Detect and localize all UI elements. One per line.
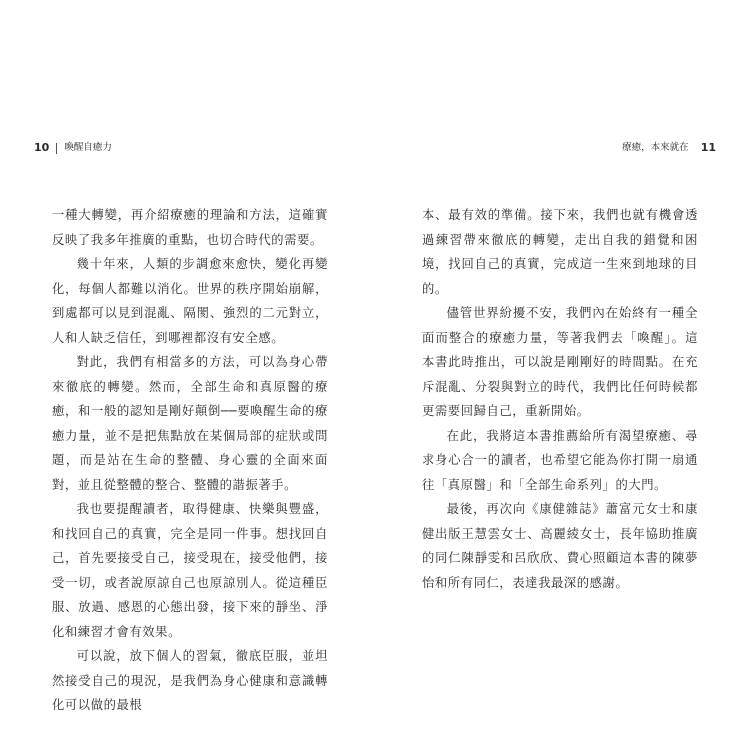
paragraph: 幾十年來，人類的步調愈來愈快，變化再變化，每個人都難以消化。世界的秩序開始崩解，到處都可以見到混亂、隔閡、強烈的二元對立，人和人缺乏信任，到哪裡都沒有安全感。	[52, 257, 328, 345]
left-running-title: 喚醒自癒力	[64, 142, 112, 153]
paragraph: 在此，我將這本書推薦給所有渴望療癒、尋求身心合一的讀者，也希望它能為你打開一扇通往「真原醫」和「全部生命系列」的大門。	[422, 428, 698, 492]
left-page-header	[34, 141, 124, 155]
paragraph: 一種大轉變，再介紹療癒的理論和方法，這確實反映了我多年推廣的重點，也切合時代的需要。	[52, 208, 328, 247]
right-page-body	[422, 203, 698, 595]
paragraph: 最後，再次向《康健雜誌》蕭富元女士和康健出版王慧雲女士、高麗綾女士，長年協助推廣的同仁陳靜雯和呂欣欣、費心照顧這本書的陳夢怡和所有同仁，表達我最深的感謝。	[422, 502, 698, 590]
right-page-header	[622, 141, 716, 155]
paragraph: 儘管世界紛擾不安，我們內在始終有一種全面而整合的療癒力量，等著我們去「喚醒」。這本書此時推出，可以說是剛剛好的時間點。在充斥混亂、分裂與對立的時代，我們比任何時候都更需要回歸自己，重新開始。	[422, 306, 698, 418]
header-divider	[56, 143, 57, 154]
right-running-title: 療癒，本來就在	[622, 142, 689, 153]
paragraph: 我也要提醒讀者，取得健康、快樂與豐盛，和找回自己的真實，完全是同一件事。想找回自己，首先要接受自己，接受現在，接受他們，接受一切，或者說原諒自己也原諒別人。從這種臣服、放過、感恩的心態出發，接下來的靜坐、淨化和練習才會有效果。	[52, 502, 328, 639]
paragraph: 可以說，放下個人的習氣，徹底臣服，並坦然接受自己的現況，是我們為身心健康和意識轉化可以做的最根	[52, 649, 328, 712]
paragraph: 本、最有效的準備。接下來，我們也就有機會透過練習帶來徹底的轉變，走出自我的錯覺和困境，找回自己的真實，完成這一生來到地球的目的。	[422, 208, 698, 296]
left-page-number: 10	[34, 141, 50, 154]
paragraph: 對此，我們有相當多的方法，可以為身心帶來徹底的轉變。然而，全部生命和真原醫的療癒，和一般的認知是剛好顛倒──要喚醒生命的療癒力量，並不是把焦點放在某個局部的症狀或問題，而是站在生命的整體、身心靈的全面來面對，並且從整體的整合、整體的諧振著手。	[52, 355, 328, 492]
right-page-number: 11	[700, 141, 716, 154]
left-page-body	[52, 203, 328, 718]
